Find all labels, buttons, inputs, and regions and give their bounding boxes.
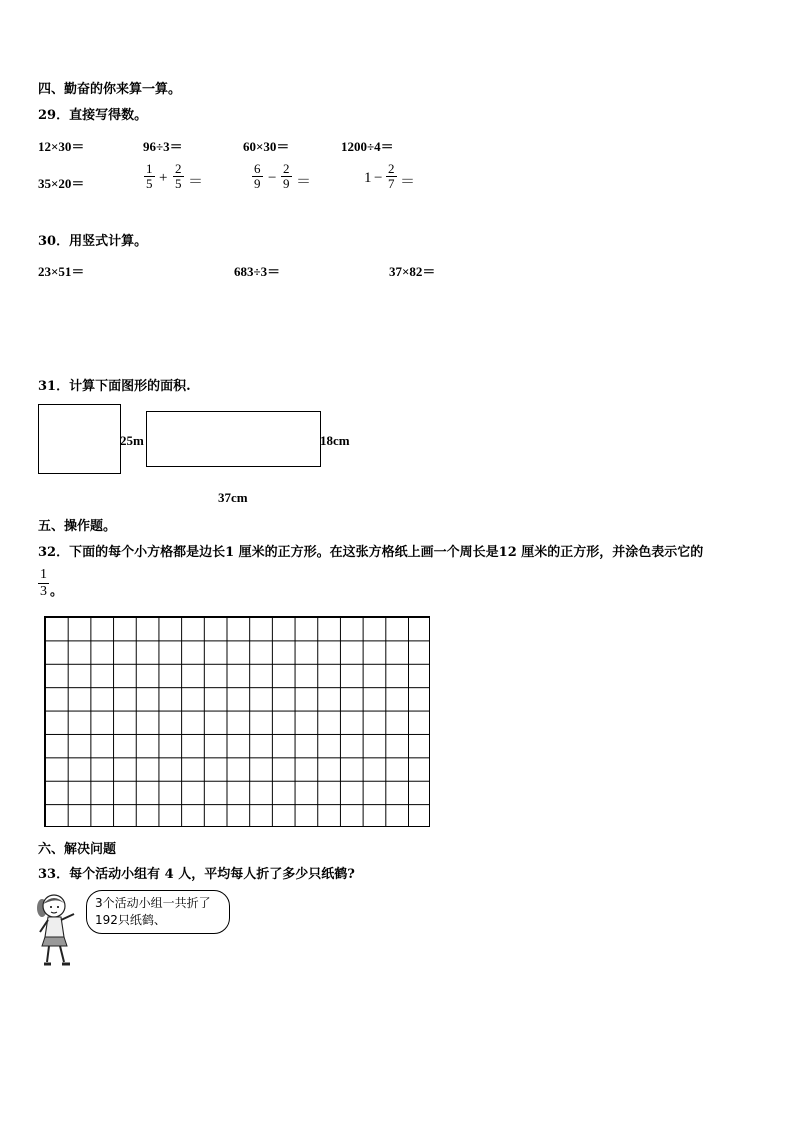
numerator: 1	[40, 567, 47, 582]
question-29-label: 29．直接写得数。	[38, 108, 148, 123]
problem-37x82: 37×82＝	[389, 264, 436, 279]
plus-sign: +	[159, 170, 168, 186]
denominator: 7	[388, 176, 395, 191]
denominator: 9	[254, 176, 261, 191]
fraction-one-fifth	[144, 162, 155, 191]
question-33-text: 33．每个活动小组有 4 人，平均每人折了多少只纸鹤?	[38, 867, 355, 882]
problem-60x30: 60×30＝	[243, 139, 290, 154]
equals-sign: ＝	[188, 174, 204, 190]
section-6-heading: 六、解决问题	[38, 842, 117, 857]
numerator: 2	[283, 161, 290, 176]
section-4-heading: 四、勤奋的你来算一算。	[38, 82, 182, 97]
problem-683div3: 683÷3＝	[234, 264, 281, 279]
square-side-label: 25m	[120, 433, 144, 448]
denominator: 9	[283, 176, 290, 191]
question-30-label: 30．用竖式计算。	[38, 234, 148, 249]
speech-bubble: 3个活动小组一共折了192只纸鹤、	[86, 890, 230, 934]
fraction-one-third	[38, 567, 49, 600]
minus-sign: −	[374, 170, 383, 186]
problem-12x30: 12×30＝	[38, 139, 85, 154]
girl-illustration	[34, 892, 94, 970]
denominator: 5	[146, 176, 153, 191]
question-31-label: 31．计算下面图形的面积.	[38, 379, 191, 394]
equals-sign: ＝	[296, 174, 312, 190]
denominator: 5	[175, 176, 182, 191]
equals-sign: ＝	[400, 174, 416, 190]
rectangle-figure	[146, 411, 321, 467]
square-grid-paper[interactable]	[44, 616, 430, 827]
section-5-heading: 五、操作题。	[38, 519, 117, 534]
rectangle-width-label: 37cm	[218, 490, 248, 505]
problem-1200div4: 1200÷4＝	[341, 139, 394, 154]
problem-23x51: 23×51＝	[38, 264, 85, 279]
square-figure	[38, 404, 121, 474]
numerator: 6	[254, 161, 261, 176]
question-32-text: 32．下面的每个小方格都是边长1 厘米的正方形。在这张方格纸上画一个周长是12 厘米的正方形，并涂色表示它的	[38, 545, 704, 560]
question-32-suffix: 。	[50, 584, 64, 599]
denominator: 3	[40, 584, 47, 599]
numerator: 2	[388, 161, 395, 176]
fraction-two-ninths	[281, 162, 292, 191]
problem-96div3: 96÷3＝	[143, 139, 183, 154]
problem-35x20: 35×20＝	[38, 176, 85, 191]
whole-number: 1	[364, 170, 372, 186]
fraction-six-ninths	[252, 162, 263, 191]
numerator: 1	[146, 161, 153, 176]
rectangle-height-label: 18cm	[320, 433, 350, 448]
numerator: 2	[175, 161, 182, 176]
fraction-two-sevenths	[386, 162, 397, 191]
minus-sign: −	[268, 170, 277, 186]
fraction-two-fifths	[173, 162, 184, 191]
